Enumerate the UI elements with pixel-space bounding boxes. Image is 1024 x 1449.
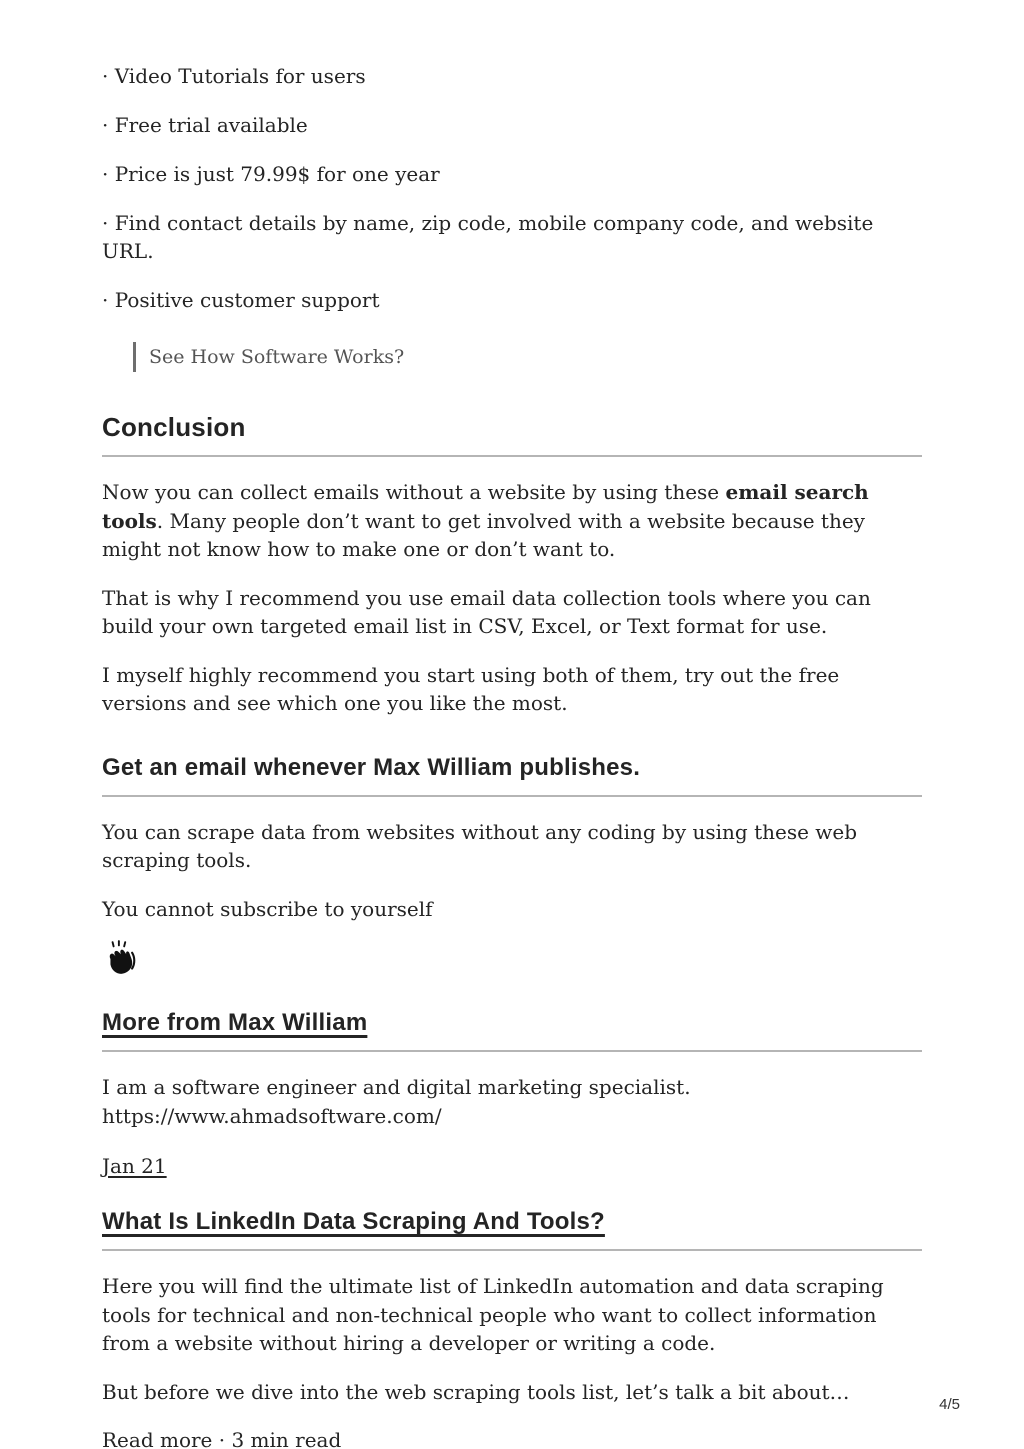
conclusion-paragraph-3: I myself highly recommend you start using both of them, try out the free versions and see which one you like the most. bbox=[102, 662, 840, 715]
heading-more-from-author bbox=[102, 1009, 922, 1052]
conclusion-p1-text-after: . Many people don’t want to get involved with a website because they might not know how to make one or don’t want to. bbox=[102, 508, 865, 561]
heading-conclusion: Conclusion bbox=[102, 412, 922, 457]
author-bio bbox=[102, 1073, 922, 1130]
heading-related-article bbox=[102, 1208, 922, 1251]
read-more-link[interactable]: Read more · 3 min read bbox=[102, 1428, 342, 1449]
conclusion-p1-text-before: Now you can collect emails without a website by using these bbox=[102, 480, 726, 504]
related-article-title-link[interactable]: What Is LinkedIn Data Scraping And Tools? bbox=[102, 1208, 605, 1235]
clapping-hands-emoji-row bbox=[102, 939, 922, 979]
blockquote-see-how-software-works: See How Software Works? bbox=[133, 342, 922, 372]
subscribe-paragraph-2: You cannot subscribe to yourself bbox=[102, 896, 433, 921]
page-number: 4/5 bbox=[939, 1396, 960, 1413]
conclusion-paragraph-2: That is why I recommend you use email data collection tools where you can build your own targeted email list in CSV, Excel, or Text format for use. bbox=[102, 585, 871, 638]
conclusion-paragraph-1 bbox=[102, 478, 922, 564]
bullet-item-customer-support: · Positive customer support bbox=[102, 288, 380, 312]
clapping-hands-icon bbox=[102, 939, 140, 977]
conclusion-p1-bold-email-search-tools: email search tools bbox=[102, 480, 869, 533]
related-article-paragraph-1: Here you will find the ultimate list of LinkedIn automation and data scraping tools for technical and non-technical people who want to collect information from a website without hiring a developer or writing a code. bbox=[102, 1274, 884, 1355]
bullet-item-video-tutorials: · Video Tutorials for users bbox=[102, 64, 366, 88]
related-article-paragraph-2: But before we dive into the web scraping tools list, let’s talk a bit about… bbox=[102, 1379, 850, 1404]
subscribe-paragraph-1: You can scrape data from websites without any coding by using these web scraping tools. bbox=[102, 819, 858, 872]
more-from-author-link[interactable]: More from Max William bbox=[102, 1009, 368, 1036]
bullet-item-price: · Price is just 79.99$ for one year bbox=[102, 162, 440, 186]
bullet-item-contact-details: · Find contact details by name, zip code, mobile company code, and website URL. bbox=[102, 211, 874, 263]
author-bio-url: https://www.ahmadsoftware.com/ bbox=[102, 1103, 442, 1128]
post-date-link[interactable]: Jan 21 bbox=[102, 1154, 167, 1178]
heading-subscribe: Get an email whenever Max William publishes. bbox=[102, 754, 922, 797]
author-bio-line1: I am a software engineer and digital marketing specialist. bbox=[102, 1075, 691, 1099]
bullet-item-free-trial: · Free trial available bbox=[102, 113, 308, 137]
